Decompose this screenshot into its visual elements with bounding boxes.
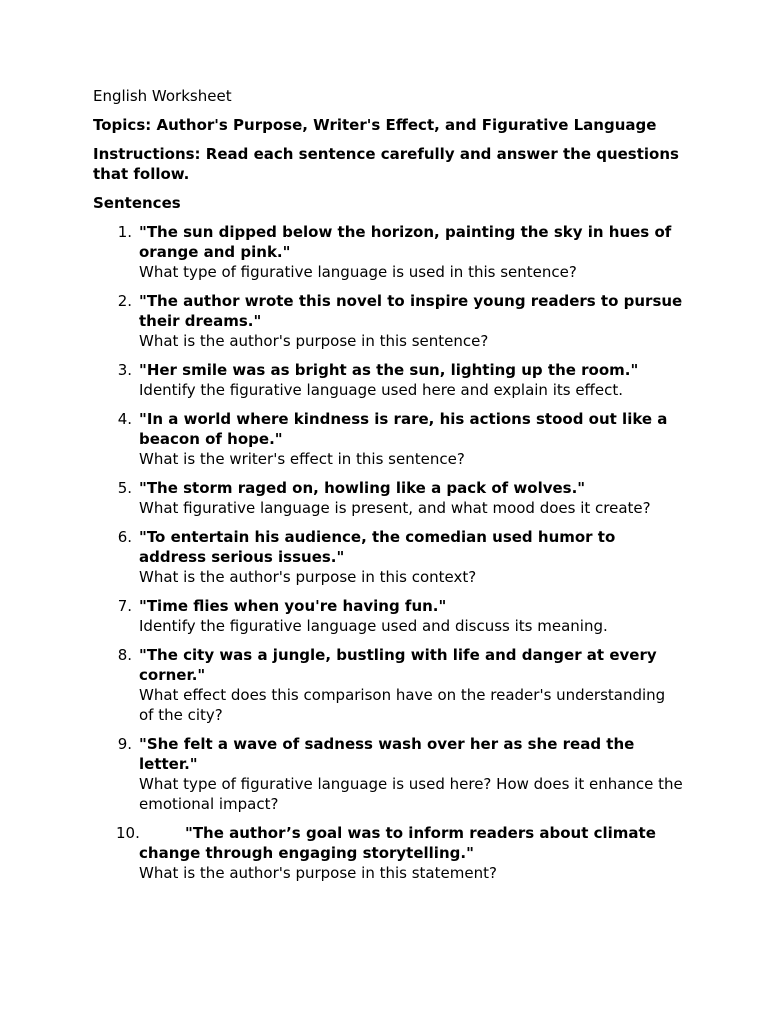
list-item [93,527,683,587]
list-item [93,823,683,883]
list-item [93,291,683,351]
item-number: 2. [117,292,132,310]
item-number: 10. [116,824,140,842]
item-quote: "She felt a wave of sadness wash over her as she read the letter." [139,735,635,773]
item-question: What is the author's purpose in this statement? [139,864,497,882]
item-quote: "Time flies when you're having fun." [139,597,447,615]
item-number: 6. [117,528,132,546]
item-question: What is the writer's effect in this sentence? [139,450,465,468]
item-number: 9. [117,735,132,753]
item-quote: "The author wrote this novel to inspire young readers to pursue their dreams." [139,292,683,330]
item-number: 8. [117,646,132,664]
sentence-list [93,222,683,883]
item-quote: "In a world where kindness is rare, his actions stood out like a beacon of hope." [139,410,668,448]
item-number: 5. [117,479,132,497]
item-question: What type of figurative language is used here? How does it enhance the emotional impact? [139,775,683,813]
list-item [93,478,683,518]
item-question: What figurative language is present, and what mood does it create? [139,499,651,517]
worksheet-title: English Worksheet [93,87,232,105]
sentences-heading: Sentences [93,194,181,212]
item-question: Identify the figurative language used here and explain its effect. [139,381,624,399]
item-quote: "The city was a jungle, bustling with life and danger at every corner." [139,646,657,684]
item-question: What type of figurative language is used in this sentence? [139,263,577,281]
worksheet-page [93,86,683,892]
instructions-text: Instructions: Read each sentence carefully and answer the questions that follow. [93,145,679,183]
item-quote: "The storm raged on, howling like a pack of wolves." [139,479,586,497]
item-number: 3. [117,361,132,379]
item-number: 4. [117,410,132,428]
item-number: 7. [117,597,132,615]
item-quote: "Her smile was as bright as the sun, lighting up the room." [139,361,639,379]
item-question: What is the author's purpose in this context? [139,568,477,586]
item-question: What effect does this comparison have on the reader's understanding of the city? [139,686,666,724]
item-number: 1. [117,223,132,241]
list-item [93,360,683,400]
list-item [93,645,683,725]
item-quote: "To entertain his audience, the comedian used humor to address serious issues." [139,528,616,566]
list-item [93,596,683,636]
item-quote: "The author’s goal was to inform readers about climate change through engaging storytelling." [139,824,656,862]
item-question: Identify the figurative language used and discuss its meaning. [139,617,608,635]
item-question: What is the author's purpose in this sentence? [139,332,489,350]
list-item [93,734,683,814]
topics-line: Topics: Author's Purpose, Writer's Effect, and Figurative Language [93,116,657,134]
item-quote: "The sun dipped below the horizon, painting the sky in hues of orange and pink." [139,223,672,261]
list-item [93,409,683,469]
list-item [93,222,683,282]
